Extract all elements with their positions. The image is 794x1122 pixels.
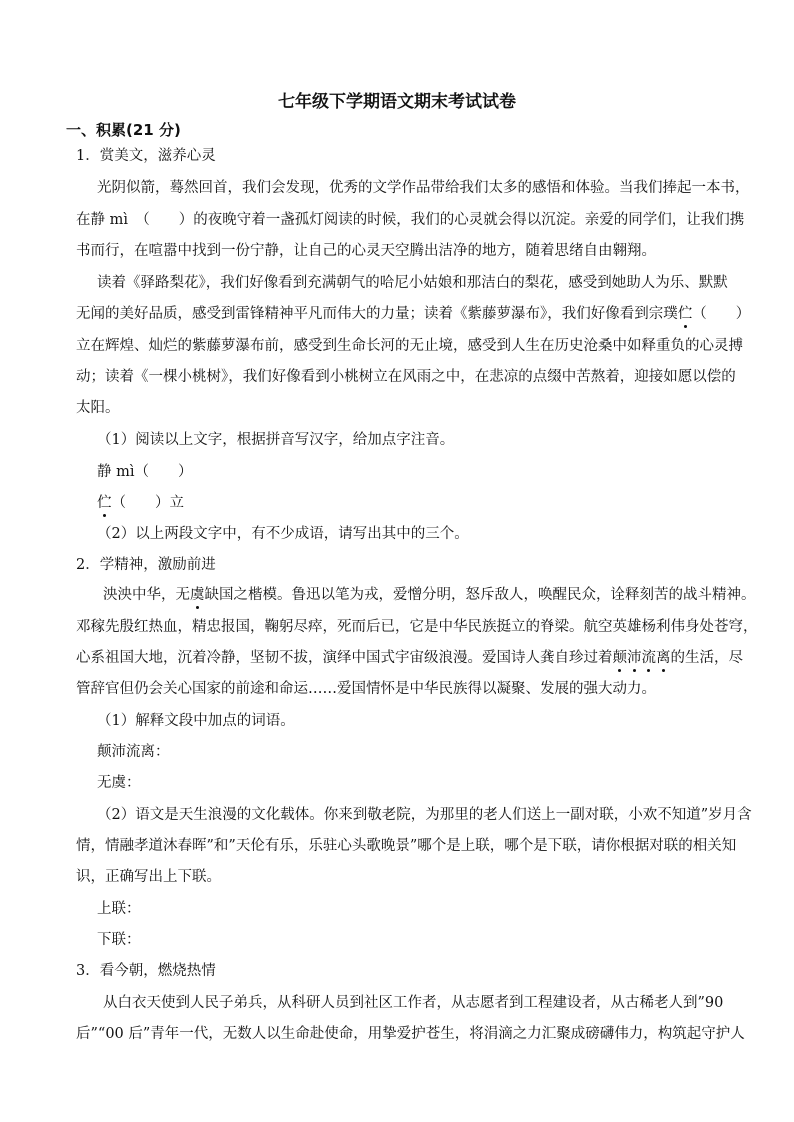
q2-answer-dianpeiliuli[interactable]: 颠沛流离：	[97, 744, 170, 760]
q2-line1-text-a: 泱泱中华，无	[103, 587, 190, 603]
dotted-char-zhu-answer: 伫	[97, 495, 112, 511]
q2-line3-text-a: 心系祖国大地，沉着冷静，坚韧不拔，演绎中国式宇宙级浪漫。爱国诗人龚自珍过着	[76, 650, 613, 666]
q2-line3-text-b: 的生活，尽	[670, 650, 743, 666]
q2-paragraph-line2: 邓稼先殷红热血，精忠报国，鞠躬尽瘁，死而后已，它是中华民族挺立的脊梁。航空英雄杨利伟身处苍穹，	[76, 619, 758, 635]
q2-heading: 2．学精神，激励前进	[76, 557, 216, 573]
q2-sub2-line2: 情，情融孝道沐春晖”和”天伦有乐，乐驻心头歌晚景”哪个是上联，哪个是下联，请你根据对联的相关知	[76, 838, 737, 854]
q1-paragraph2-line4: 动；读着《一棵小桃树》，我们好像看到小桃树立在风雨之中，在悲凉的点缀中苦熬着，迎接如愿以偿的	[76, 369, 736, 385]
q3-heading: 3．看今朝，燃烧热情	[76, 963, 216, 979]
dotted-char-zhu: 伫	[677, 306, 693, 322]
q1-paragraph2-line1: 读着《驿路梨花》，我们好像看到充满朝气的哈尼小姑娘和那洁白的梨花，感受到她助人为乐、默默	[97, 275, 728, 291]
q1-sub2: （2）以上两段文字中，有不少成语，请写出其中的三个。	[97, 526, 469, 542]
q2-sub2-line1: （2）语文是天生浪漫的文化载体。你来到敬老院，为那里的老人们送上一副对联，小欢不知道”岁月含	[97, 807, 752, 823]
q1-sub1: （1）阅读以上文字，根据拼音写汉字，给加点字注音。	[97, 432, 455, 448]
q1-heading: 1．赏美文，滋养心灵	[76, 148, 216, 164]
q1-paragraph2-line2	[76, 304, 750, 324]
q2-line1-text-b: 缺国之楷模。鲁迅以笔为戎，爱憎分明，怒斥敌人，唤醒民众，诠释刻苦的战斗精神。	[204, 587, 756, 603]
q2-paragraph-line3	[76, 648, 743, 668]
q1-paragraph1-line3: 书而行，在喧嚣中找到一份宁静，让自己的心灵天空腾出洁净的地方，随着思绪自由翱翔。	[76, 243, 656, 259]
q3-paragraph-line2: 后”“00 后”青年一代，无数人以生命赴使命，用挚爱护苍生，将涓滴之力汇聚成磅礴伟力，构筑起守护人	[76, 1026, 745, 1042]
q2-answer-upper-couplet[interactable]: 上联：	[97, 901, 141, 917]
q2-paragraph-line4: 管辞官但仍会关心国家的前途和命运……爱国情怀是中华民族得以凝聚、发展的强大动力。	[76, 681, 656, 697]
q1-answer-zhu-rest: （ ）立	[111, 495, 184, 511]
dotted-word-dianpeiliuli	[613, 650, 671, 666]
q2-answer-wuyu[interactable]: 无虞：	[97, 775, 141, 791]
q1-paragraph2-line2-blank: （ ）	[692, 306, 751, 322]
section-heading-accumulation: 一、积累(21 分)	[66, 121, 181, 139]
q2-answer-lower-couplet[interactable]: 下联：	[97, 932, 141, 948]
q1-paragraph1-line2: 在静 mì （ ）的夜晚守着一盏孤灯阅读的时候，我们的心灵就会得以沉淀。亲爱的同学们，让我们携	[76, 212, 745, 228]
exam-title: 七年级下学期语文期末考试试卷	[278, 92, 516, 112]
q1-answer-mi[interactable]: 静 mì（ ）	[97, 464, 193, 480]
q1-paragraph2-line2-text: 无闻的美好品质，感受到雷锋精神平凡而伟大的力量；读着《紫藤萝瀑布》，我们好像看到宗璞	[76, 306, 678, 322]
dotted-char: 颠	[612, 650, 627, 666]
q3-paragraph-line1: 从白衣天使到人民子弟兵，从科研人员到社区工作者，从志愿者到工程建设者，从古稀老人到”90	[103, 995, 724, 1011]
q2-paragraph-line1	[103, 585, 756, 605]
dotted-char: 沛	[627, 650, 642, 666]
q2-sub1: （1）解释文段中加点的词语。	[97, 713, 295, 729]
dotted-char: 离	[656, 650, 671, 666]
q1-answer-zhu[interactable]	[97, 493, 184, 513]
q1-paragraph1-line1: 光阴似箭，蓦然回首，我们会发现，优秀的文学作品带给我们太多的感悟和体验。当我们捧起一本书，	[97, 180, 750, 196]
dotted-char: 流	[641, 650, 656, 666]
dotted-char-yu: 虞	[190, 587, 205, 603]
q1-paragraph2-line5: 太阳。	[76, 400, 120, 416]
q2-sub2-line3: 识，正确写出上下联。	[76, 869, 221, 885]
q1-paragraph2-line3: 立在辉煌、灿烂的紫藤萝瀑布前，感受到生命长河的无止境，感受到人生在历史沧桑中如释重负的心灵搏	[76, 338, 743, 354]
